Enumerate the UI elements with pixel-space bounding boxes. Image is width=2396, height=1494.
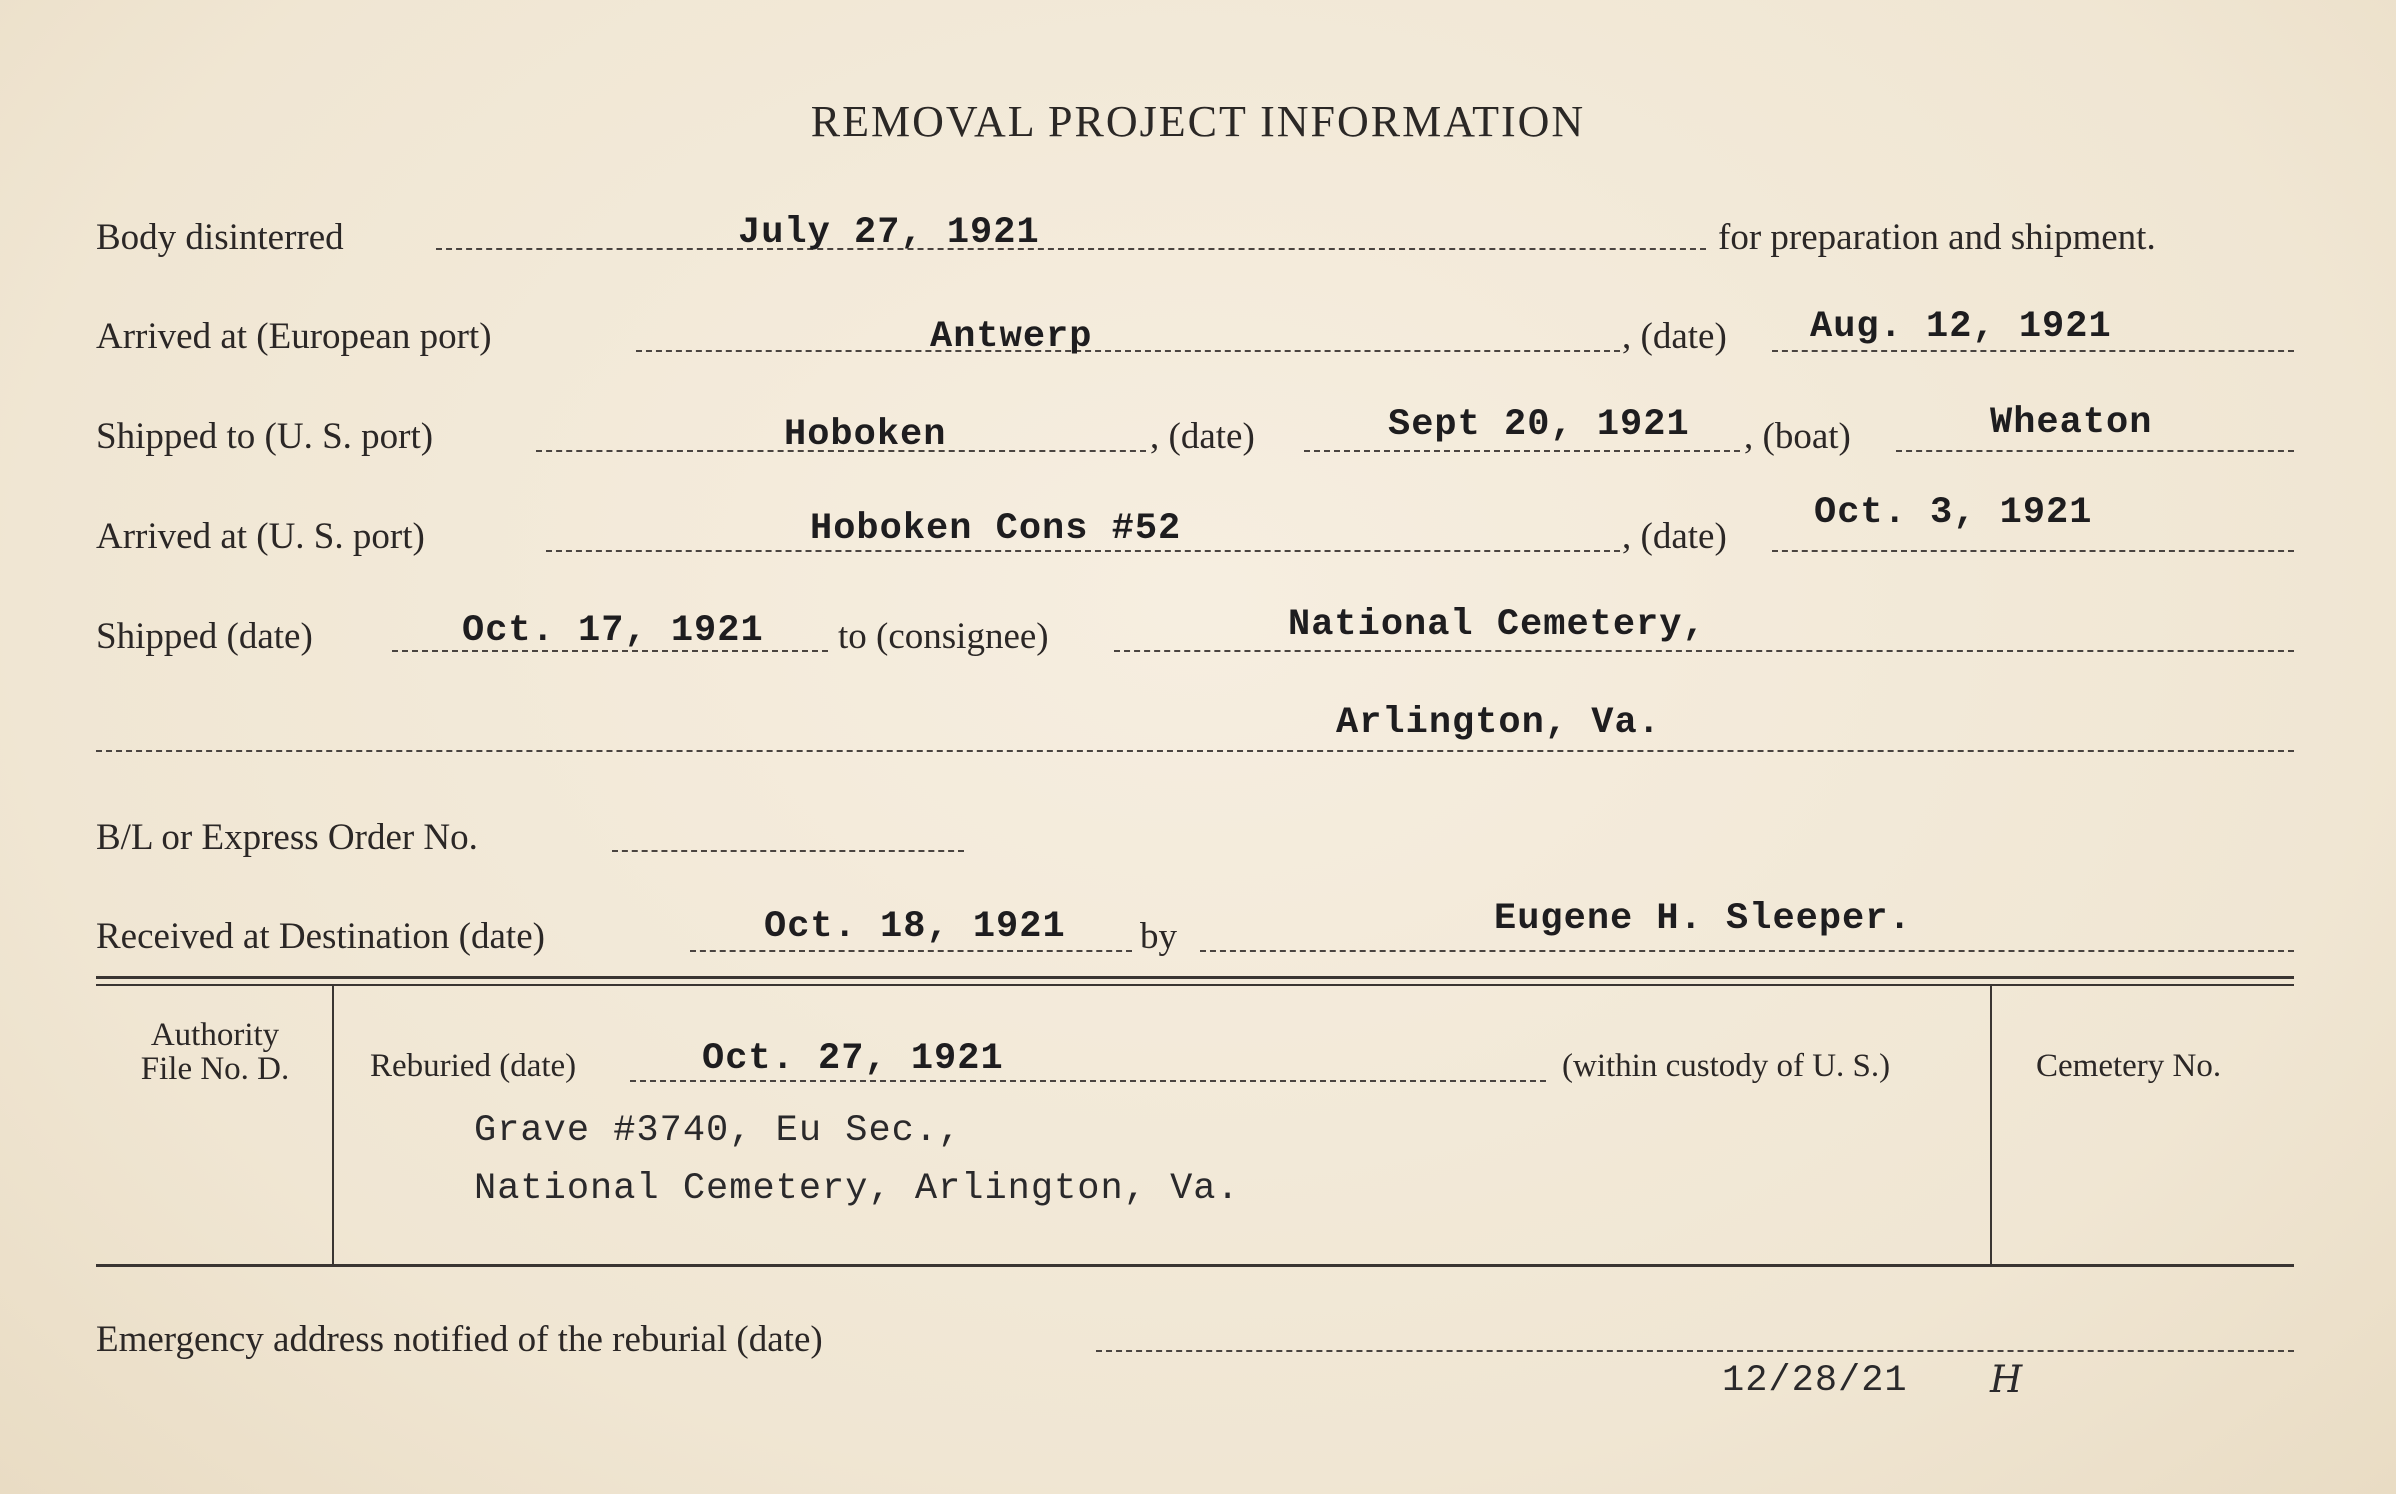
- box-divider-left: [332, 986, 334, 1264]
- arrived-europe-date-label: , (date): [1622, 316, 1727, 357]
- consignee-line-1: National Cemetery,: [1288, 604, 1706, 646]
- emergency-label: Emergency address notified of the reburial (date): [96, 1319, 823, 1360]
- received-date: Oct. 18, 1921: [764, 906, 1066, 948]
- consignee-continuation-line: [96, 750, 2294, 752]
- arrived-us-date: Oct. 3, 1921: [1814, 492, 2093, 534]
- disinterred-date: July 27, 1921: [738, 212, 1040, 254]
- box-divider-right: [1990, 986, 1992, 1264]
- emergency-line: [1096, 1350, 2294, 1352]
- initials: H: [1990, 1358, 2024, 1401]
- custody-label: (within custody of U. S.): [1562, 1048, 1891, 1084]
- arrived-us-date-label: , (date): [1622, 516, 1727, 557]
- boat-name: Wheaton: [1990, 402, 2153, 444]
- authority-line-2: File No. D.: [140, 1051, 290, 1087]
- shipped-date: Oct. 17, 1921: [462, 610, 764, 652]
- arrived-europe-line: [636, 350, 1620, 352]
- arrived-us-label: Arrived at (U. S. port): [96, 516, 425, 557]
- arrived-us-date-line: [1772, 550, 2294, 552]
- boat-line: [1896, 450, 2294, 452]
- authority-line-1: Authority: [150, 1017, 280, 1053]
- us-port: Hoboken: [784, 414, 947, 456]
- authority-label: [110, 1018, 320, 1086]
- bl-line: [612, 850, 964, 852]
- received-date-line: [690, 950, 1132, 952]
- cemetery-no-label: Cemetery No.: [2036, 1048, 2222, 1084]
- shipped-us-date-label: , (date): [1150, 416, 1255, 457]
- box-bottom-rule: [96, 1264, 2294, 1267]
- consignee-label: to (consignee): [838, 616, 1049, 657]
- received-by: Eugene H. Sleeper.: [1494, 898, 1912, 940]
- arrived-us-line: [546, 550, 1620, 552]
- grave-line-1: Grave #3740, Eu Sec.,: [474, 1110, 962, 1152]
- european-port: Antwerp: [930, 316, 1093, 358]
- shipped-us-date-line: [1304, 450, 1740, 452]
- box-top-rule-1: [96, 976, 2294, 979]
- arrived-europe-label: Arrived at (European port): [96, 316, 492, 357]
- reburied-line: [630, 1080, 1546, 1082]
- boat-label: , (boat): [1744, 416, 1851, 457]
- disinterred-line: [436, 248, 1706, 250]
- consignee-line-2: Arlington, Va.: [1336, 702, 1661, 744]
- arrived-europe-date: Aug. 12, 1921: [1810, 306, 2112, 348]
- shipped-us-date: Sept 20, 1921: [1388, 404, 1690, 446]
- shipped-us-label: Shipped to (U. S. port): [96, 416, 434, 457]
- grave-line-2: National Cemetery, Arlington, Va.: [474, 1168, 1240, 1210]
- arrived-europe-date-line: [1772, 350, 2294, 352]
- reburied-date: Oct. 27, 1921: [702, 1038, 1004, 1080]
- disinterred-suffix: for preparation and shipment.: [1718, 217, 2156, 258]
- bl-label: B/L or Express Order No.: [96, 817, 478, 858]
- received-by-line: [1200, 950, 2294, 952]
- consignee-line: [1114, 650, 2294, 652]
- box-top-rule-2: [96, 984, 2294, 986]
- arrived-us-port: Hoboken Cons #52: [810, 508, 1182, 550]
- received-by-label: by: [1140, 916, 1177, 957]
- reburied-label: Reburied (date): [370, 1048, 577, 1084]
- received-label: Received at Destination (date): [96, 916, 545, 957]
- disinterred-label: Body disinterred: [96, 217, 344, 258]
- shipped-date-label: Shipped (date): [96, 616, 313, 657]
- emergency-date: 12/28/21: [1722, 1360, 1908, 1402]
- card-title: REMOVAL PROJECT INFORMATION: [810, 97, 1586, 146]
